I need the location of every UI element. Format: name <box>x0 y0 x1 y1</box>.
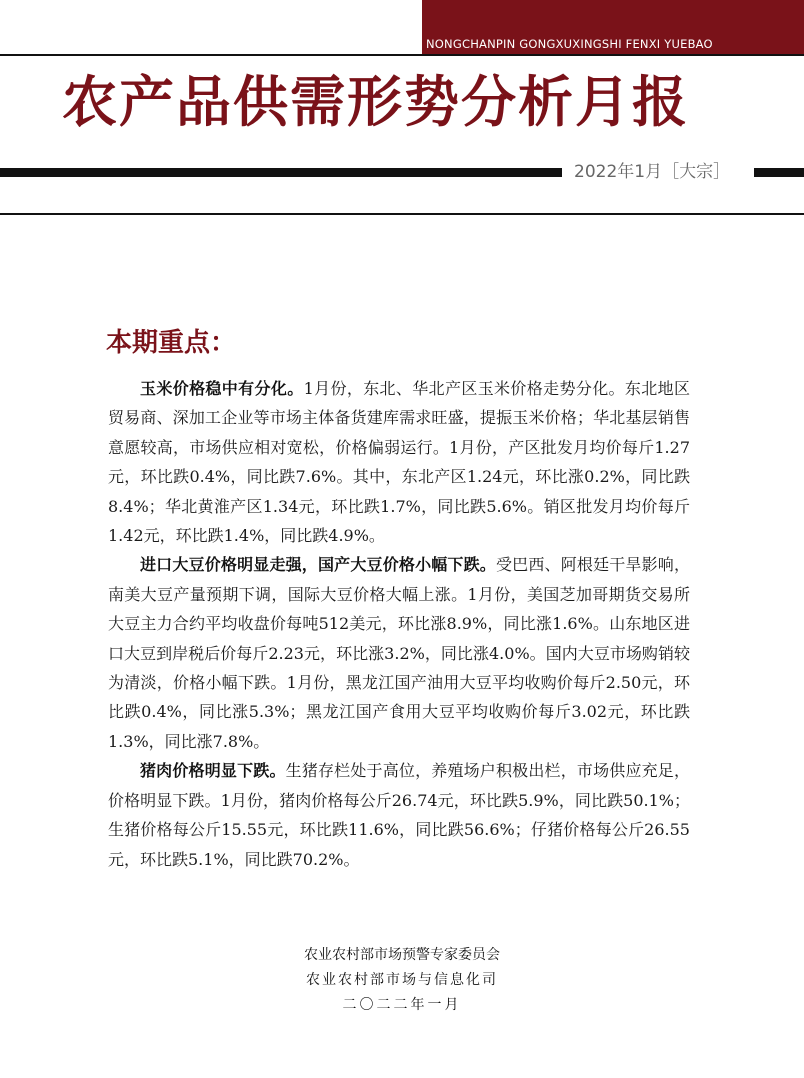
paragraph-text: 1月份，东北、华北产区玉米价格走势分化。东北地区贸易商、深加工企业等市场主体备货建库需求旺盛，提振玉米价格；华北基层销售意愿较高，市场供应相对宽松，价格偏弱运行。1月份，产区批发月均价每斤1.27元，环比跌0.4%，同比跌7.6%。其中，东北产区1.24元，环比涨0.2%，同比跌8.4%；华北黄淮产区1.34元，环比跌1.7%，同比跌5.6%。销区批发月均价每斤1.42元，环比跌1.4%，同比跌4.9%。 <box>108 379 690 546</box>
section-heading: 本期重点： <box>106 328 237 358</box>
title-rule-right <box>754 168 804 177</box>
paragraph-text: 生猪存栏处于高位，养殖场户积极出栏，市场供应充足，价格明显下跌。1月份，猪肉价格每公斤26.74元，环比跌5.9%，同比跌50.1%；生猪价格每公斤15.55元，环比跌11.6%，同比跌56.6%；仔猪价格每公斤26.55元，环比跌5.1%，同比跌70.2%。 <box>108 761 690 869</box>
paragraph-soybean <box>108 550 690 756</box>
title-rule-left <box>0 168 562 177</box>
header-bottom-rule <box>0 213 804 215</box>
footer-department: 农业农村部市场与信息化司 <box>306 972 498 988</box>
publisher-footer <box>0 943 804 1018</box>
paragraph-lead: 进口大豆价格明显走强，国产大豆价格小幅下跌。 <box>140 555 496 575</box>
paragraph-lead: 玉米价格稳中有分化。 <box>140 379 304 398</box>
paragraph-lead: 猪肉价格明显下跌。 <box>140 761 286 781</box>
highlights-body <box>108 374 690 874</box>
issue-label: 2022年1月［大宗］ <box>574 162 731 182</box>
paragraph-text: 受巴西、阿根廷干旱影响，南美大豆产量预期下调，国际大豆价格大幅上涨。1月份，美国芝加哥期货交易所大豆主力合约平均收盘价每吨512美元，环比涨8.9%，同比涨1.6%。山东地区进口大豆到岸税后价每斤2.23元，环比涨3.2%，同比涨4.0%。国内大豆市场购销较为清淡，价格小幅下跌。1月份，黑龙江国产油用大豆平均收购价每斤2.50元，环比跌0.4%，同比涨5.3%；黑龙江国产食用大豆平均收购价每斤3.02元，环比跌1.3%，同比涨7.8%。 <box>108 555 690 751</box>
paragraph-pork <box>108 756 690 874</box>
top-rule <box>0 54 804 56</box>
footer-date: 二〇二二年一月 <box>342 997 462 1013</box>
paragraph-corn <box>108 374 690 550</box>
banner-pinyin-text: NONGCHANPIN GONGXUXINGSHI FENXI YUEBAO <box>426 37 713 51</box>
footer-committee: 农业农村部市场预警专家委员会 <box>304 947 500 963</box>
page-title: 农产品供需形势分析月报 <box>62 70 690 134</box>
